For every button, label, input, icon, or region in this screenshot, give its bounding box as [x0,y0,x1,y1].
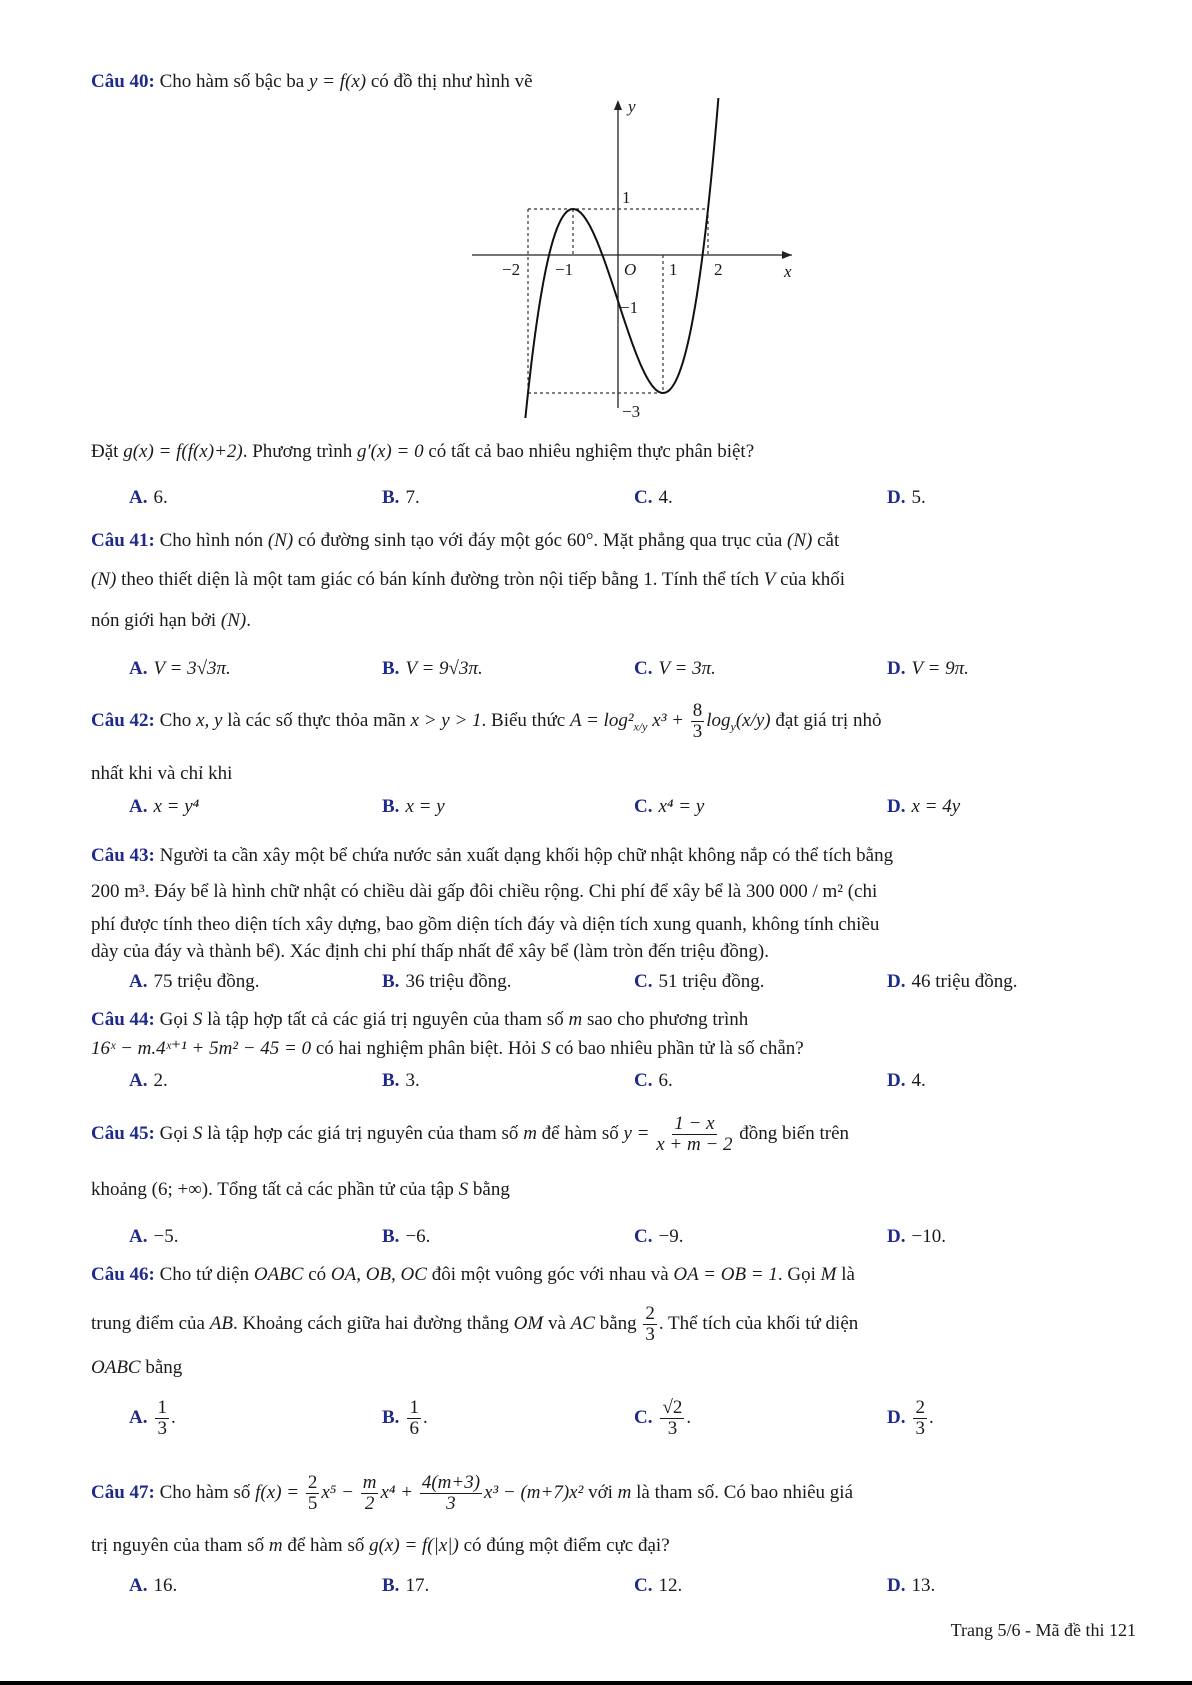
option-label: A. [129,971,148,992]
text: là tập hợp tất cả các giá trị nguyên của tham số [202,1009,569,1030]
math-expression: OA = OB = 1 [673,1264,778,1285]
text: −6. [405,1226,431,1247]
question-43-line [91,844,893,868]
text: dày của đáy và thành bể). Xác định chi phí thấp nhất để xây bể (làm tròn đến triệu đồng). [91,941,769,962]
answer-option-d[interactable] [887,795,960,819]
text: Cho hàm số bậc ba [154,71,309,92]
option-label: D. [887,971,906,992]
math-expression: y [730,719,736,734]
answer-option-d[interactable] [887,1398,934,1439]
question-45-line [91,1114,849,1155]
text: . Thể tích của khối tứ diện [658,1312,859,1334]
answer-option-d[interactable] [887,486,926,510]
text: 4. [658,487,673,508]
text: 6. [658,1070,673,1091]
math-expression: OA, OB, OC [330,1264,427,1285]
option-label: C. [634,1070,653,1091]
text: đạt giá trị nhỏ [770,709,882,731]
numerator: 1 [157,1397,167,1418]
text: 4. [911,1070,926,1091]
option-label: B. [382,1070,400,1091]
text: 200 m³. Đáy bể là hình chữ nhật có chiều dài gấp đôi chiều rộng. Chi phí để xây bể là 300 000 / m² (chi [91,881,878,902]
text: trung điểm của [91,1312,210,1334]
math-expression: V [763,569,776,590]
fraction [913,1398,927,1439]
math-expression: S [458,1179,469,1200]
answer-option-b[interactable] [382,1574,429,1598]
tick-y--3: −3 [622,402,641,418]
option-label: C. [634,1575,653,1596]
math-expression: V = 9π. [911,658,969,679]
math-expression: x⁴ = y [658,796,705,817]
math-expression: x > y > 1 [410,709,482,731]
option-label: B. [382,1226,400,1247]
answer-option-b[interactable] [382,1069,420,1093]
text: 51 triệu đồng. [658,971,765,992]
answer-option-c[interactable] [634,1069,673,1093]
text: 7. [405,487,420,508]
text: có đồ thị như hình vẽ [366,71,533,92]
math-expression: g(x) = f(f(x)+2) [123,441,243,462]
answer-option-b[interactable] [382,795,445,819]
math-expression: x = 4y [911,796,961,817]
text: đồng biến trên [734,1122,850,1144]
question-42-line [91,701,881,742]
answer-option-c[interactable] [634,1225,683,1249]
answer-option-d[interactable] [887,970,1018,994]
answer-option-c[interactable] [634,795,704,819]
origin-label: O [624,260,637,279]
math-expression: (N) [91,569,117,590]
math-expression: x = y⁴ [153,796,200,817]
option-label: C. [634,796,653,817]
y-label: y [628,98,636,116]
math-expression: AB [209,1312,233,1334]
text: là [836,1264,855,1285]
fraction [660,1398,684,1439]
question-41-line [91,609,251,633]
text: để hàm số [536,1122,624,1144]
question-47-line [91,1473,853,1514]
text: 36 triệu đồng. [405,971,512,992]
text: bằng [468,1179,510,1200]
question-number: Câu 45: [91,1122,155,1144]
cubic-function-graph [462,98,802,418]
text: 12. [658,1575,683,1596]
text: nhất khi và chỉ khi [91,763,233,784]
tick-y--1: −1 [620,298,639,317]
math-expression: S [192,1122,203,1144]
text: Đặt [91,441,124,462]
text: 16. [153,1575,178,1596]
math-expression: log [706,709,731,731]
text: 17. [405,1575,430,1596]
question-40-line [91,440,754,464]
answer-option-d[interactable] [887,657,969,681]
fraction [643,1304,657,1345]
math-expression: (N) [267,530,294,551]
option-label: C. [634,971,653,992]
option-label: D. [887,1406,906,1428]
text: của khối [775,569,845,590]
question-45-line [91,1178,510,1202]
text: bằng [140,1357,183,1378]
question-42-line [91,762,232,786]
answer-option-c[interactable] [634,657,716,681]
text: bằng [594,1312,642,1334]
question-40-line [91,70,533,94]
option-label: D. [887,796,906,817]
text: Gọi [154,1009,193,1030]
math-expression: OABC [91,1357,141,1378]
answer-option-b[interactable] [382,1225,430,1249]
text: nón giới hạn bởi [91,610,221,631]
numerator: 2 [645,1303,655,1324]
numerator: 1 [409,1397,419,1418]
numerator: √2 [662,1397,683,1418]
question-44-line [91,1037,804,1061]
text: khoảng (6; +∞). Tổng tất cả các phần tử của tập [91,1179,459,1200]
question-47-line [91,1534,670,1558]
math-expression: x³ − (m+7)x² [484,1481,584,1503]
math-expression: V = 9√3π. [405,658,483,679]
answer-option-b[interactable] [382,486,420,510]
numerator: 1 − x [674,1113,715,1134]
math-expression: (N) [220,610,247,631]
tick-y-1: 1 [622,188,631,207]
text: trị nguyên của tham số [91,1535,269,1556]
math-expression: x³ + [647,709,689,731]
text: có tất cả bao nhiêu nghiệm thực phân biệt? [423,441,755,462]
text: . Khoảng cách giữa hai đường thẳng [232,1312,514,1334]
text: Cho hàm số [154,1481,256,1503]
answer-option-a[interactable] [129,1398,176,1439]
option-label: D. [887,658,906,679]
text: để hàm số [282,1535,370,1556]
math-expression: m [617,1481,632,1503]
tick-x--2: −2 [502,260,521,279]
option-label: D. [887,487,906,508]
math-expression: A = log² [569,709,634,731]
math-expression: g′(x) = 0 [357,441,424,462]
option-label: D. [887,1226,906,1247]
text: theo thiết diện là một tam giác có bán kính đường tròn nội tiếp bằng 1. Tính thể tích [116,569,764,590]
math-expression: M [820,1264,837,1285]
answer-option-c[interactable] [634,486,673,510]
numerator: 8 [692,700,703,721]
answer-option-b[interactable] [382,657,483,681]
math-expression: x⁵ − [321,1481,359,1503]
text: là các số thực thỏa mãn [222,709,411,731]
text: đôi một vuông góc với nhau và [426,1264,674,1285]
math-expression: x⁴ + [380,1481,418,1503]
text: có bao nhiêu phần tử là số chẵn? [550,1038,804,1059]
text: . [246,610,251,631]
text: . [928,1406,934,1428]
math-expression: x = y [405,796,445,817]
text: sao cho phương trình [582,1009,749,1030]
text: có hai nghiệm phân biệt. Hỏi [311,1038,542,1059]
math-expression: (x/y) [735,709,771,731]
answer-option-a[interactable] [129,1225,178,1249]
math-expression: AC [570,1312,595,1334]
tick-x-2: 2 [714,260,723,279]
text: Người ta cần xây một bể chứa nước sản xuất dạng khối hộp chữ nhật không nắp có thể tích bằng [154,845,894,866]
option-label: D. [887,1575,906,1596]
denominator: 3 [692,721,703,742]
question-number: Câu 40: [91,71,155,92]
question-46-line [91,1356,182,1380]
text: và [543,1312,571,1334]
answer-option-a[interactable] [129,795,199,819]
question-44-line [91,1008,748,1032]
answer-option-a[interactable] [129,970,260,994]
numerator: 2 [307,1472,318,1493]
text: 46 triệu đồng. [911,971,1018,992]
math-expression: S [192,1009,203,1030]
option-label: B. [382,658,400,679]
page-bottom-border [0,1681,1192,1685]
math-expression: g(x) = f(|x|) [369,1535,459,1556]
answer-option-a[interactable] [129,657,231,681]
answer-option-d[interactable] [887,1069,926,1093]
answer-option-d[interactable] [887,1574,935,1598]
option-label: B. [382,487,400,508]
option-label: A. [129,1575,148,1596]
option-label: D. [887,1070,906,1091]
text: −10. [911,1226,946,1247]
denominator: 3 [446,1493,456,1514]
tick-x-1: 1 [669,260,678,279]
option-label: C. [634,1226,653,1247]
option-label: C. [634,658,653,679]
numerator: 4(m+3) [421,1472,481,1493]
text: cắt [812,530,840,551]
numerator: m [362,1472,377,1493]
denominator: 3 [645,1324,655,1345]
text: 5. [911,487,926,508]
math-expression: m [523,1122,537,1144]
question-41-line [91,568,845,592]
text: . Gọi [777,1264,821,1285]
question-number: Câu 44: [91,1009,155,1030]
question-46-line [91,1304,858,1345]
math-expression: 16ˣ − m.4ˣ⁺¹ + 5m² − 45 = 0 [91,1038,312,1059]
question-41-line [91,529,839,553]
denominator: x + m − 2 [656,1134,733,1155]
option-label: C. [634,487,653,508]
option-label: B. [382,1575,400,1596]
cubic-curve [524,98,718,418]
text: có đúng một điểm cực đại? [458,1535,670,1556]
answer-option-b[interactable] [382,1398,428,1439]
answer-option-b[interactable] [382,970,512,994]
text: 6. [153,487,168,508]
math-expression: V = 3√3π. [153,658,231,679]
text: . Phương trình [242,441,358,462]
tick-x--1: −1 [555,260,574,279]
text: với [583,1481,618,1503]
option-label: A. [129,1226,148,1247]
answer-option-a[interactable] [129,1069,168,1093]
text: 75 triệu đồng. [153,971,260,992]
option-label: A. [129,1406,148,1428]
fraction [155,1398,169,1439]
text: 3. [405,1070,420,1091]
option-label: A. [129,1070,148,1091]
math-expression: OM [513,1312,544,1334]
x-label: x [784,262,792,281]
option-label: A. [129,487,148,508]
text: có đường sinh tạo với đáy một góc 60°. Mặt phẳng qua trục của [293,530,788,551]
question-43-line [91,880,877,904]
fraction [656,1114,732,1155]
math-expression: m [268,1535,283,1556]
answer-option-a[interactable] [129,1574,177,1598]
text: Cho hình nón [154,530,268,551]
text: là tham số. Có bao nhiêu giá [631,1481,854,1503]
math-expression: y = f(x) [308,71,367,92]
answer-option-c[interactable] [634,1574,682,1598]
text: −5. [153,1226,179,1247]
denominator: 3 [667,1418,678,1439]
text: . [170,1406,176,1428]
fraction [306,1473,320,1514]
text: 13. [911,1575,936,1596]
text: Cho tứ diện [154,1264,254,1285]
denominator: 3 [157,1418,167,1439]
denominator: 3 [915,1418,925,1439]
text: có [303,1264,331,1285]
option-label: B. [382,796,400,817]
denominator: 6 [409,1418,419,1439]
denominator: 5 [307,1493,318,1514]
question-number: Câu 47: [91,1481,155,1503]
fraction [407,1398,421,1439]
page-footer: Trang 5/6 - Mã đề thi 121 [950,1620,1136,1640]
option-label: B. [382,971,400,992]
question-number: Câu 43: [91,845,155,866]
question-46-line [91,1263,855,1287]
math-expression: m [568,1009,583,1030]
text: . [686,1406,692,1428]
option-label: B. [382,1406,400,1428]
x-axis-arrow [782,251,792,259]
math-expression: f(x) = [255,1481,304,1503]
answer-option-d[interactable] [887,1225,946,1249]
numerator: 2 [915,1397,925,1418]
text: là tập hợp các giá trị nguyên của tham số [202,1122,524,1144]
math-expression: y = [623,1122,655,1144]
question-43-line [91,913,879,937]
text: Cho [154,709,197,731]
text: . Biểu thức [481,709,570,731]
text: Gọi [154,1122,193,1144]
text: −9. [658,1226,684,1247]
fraction [361,1473,379,1514]
text: . [422,1406,428,1428]
math-expression: OABC [253,1264,304,1285]
question-number: Câu 41: [91,530,155,551]
fraction [691,701,705,742]
text: 2. [153,1070,168,1091]
option-label: A. [129,658,148,679]
math-expression: x/y [633,719,648,734]
text: phí được tính theo diện tích xây dựng, bao gồm diện tích đáy và diện tích xung quanh, không tính chiều [91,914,880,935]
question-number: Câu 42: [91,709,155,731]
question-number: Câu 46: [91,1264,155,1285]
question-43-line [91,940,769,964]
y-axis-arrow [614,100,622,110]
answer-option-c[interactable] [634,970,765,994]
math-expression: V = 3π. [658,658,716,679]
answer-option-a[interactable] [129,486,168,510]
math-expression: (N) [787,530,813,551]
answer-option-c[interactable] [634,1398,691,1439]
option-label: A. [129,796,148,817]
fraction [420,1473,482,1514]
math-expression: x, y [196,709,223,731]
math-expression: S [541,1038,551,1059]
option-label: C. [634,1406,653,1428]
denominator: 2 [364,1493,375,1514]
